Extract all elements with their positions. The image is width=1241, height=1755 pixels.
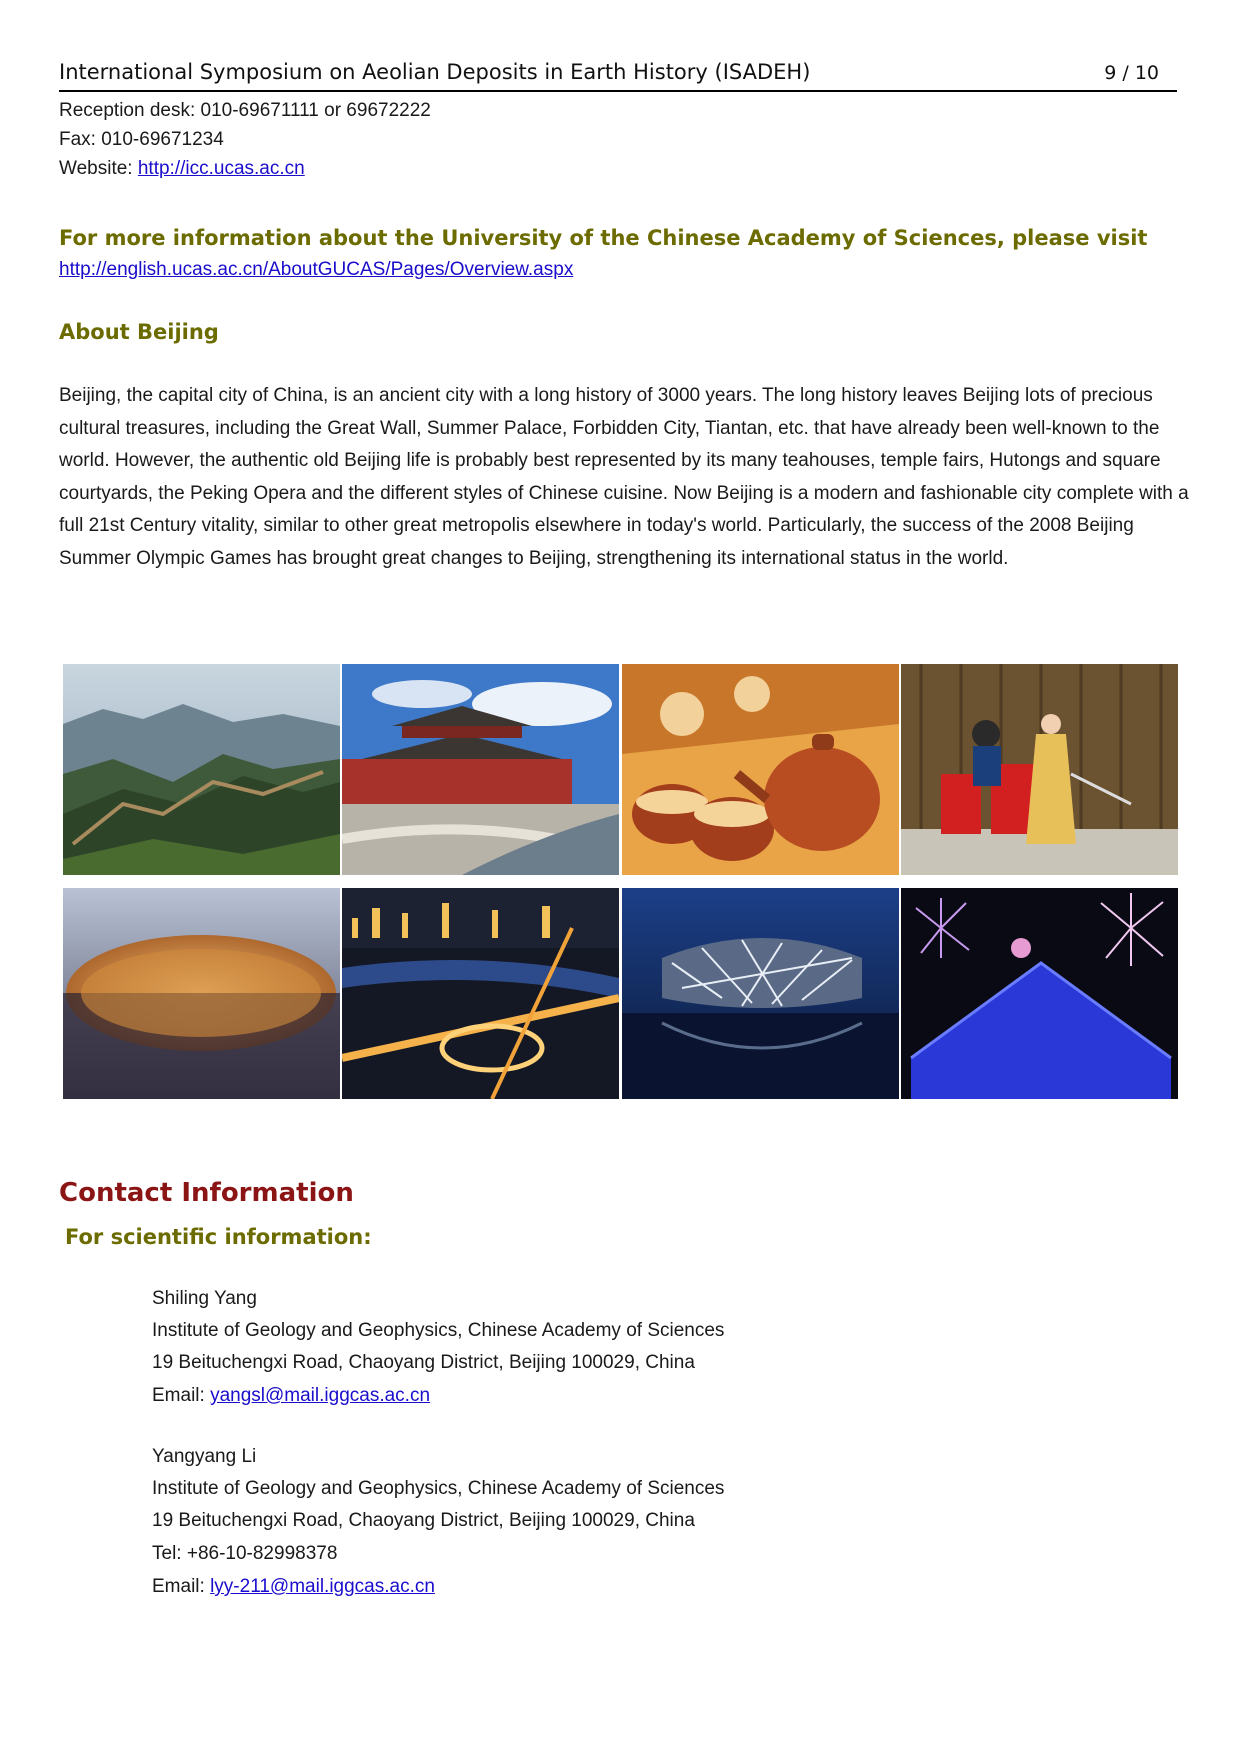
birds-nest-stadium-photo: [622, 888, 899, 1099]
beijing-paragraph: Beijing, the capital city of China, is an ancient city with a long history of 3000 years. The long history leaves Beijing lots of precious cultural treasures, including the Great Wall, Summer Palace, Forbidden City, Tiantan, etc. that have already been well-known to the world. However, the authentic old Beijing life is probably best represented by its many teahouses, temple fairs, Hutongs and square courtyards, the Peking Opera and the different styles of Chinese cuisine. Now Beijing is a modern and fashionable city complete with a full 21st Century vitality, similar to other great metropolis elsewhere in today's world. Particularly, the success of the 2008 Beijing Summer Olympic Games has brought great changes to Beijing, strengthening its international status in the world.: [59, 385, 1189, 569]
ucas-line: [59, 258, 573, 282]
email-link[interactable]: yangsl@mail.iggcas.ac.cn: [210, 1385, 431, 1406]
tea-set-photo: [622, 664, 899, 875]
person-email-line: [152, 1384, 430, 1408]
photo-grid: [63, 664, 1183, 1128]
person-tel: Tel: +86-10-82998378: [152, 1543, 338, 1564]
page-header: [59, 56, 1177, 92]
about-beijing-heading: About Beijing: [59, 320, 219, 344]
fax-number: Fax: 010-69671234: [59, 129, 224, 150]
peking-opera-photo: [901, 664, 1178, 875]
website-link[interactable]: http://icc.ucas.ac.cn: [137, 158, 305, 179]
national-grand-theatre-photo: [63, 888, 340, 1099]
reception-desk: Reception desk: 010-69671111 or 69672222: [59, 100, 431, 121]
contact-heading: Contact Information: [59, 1178, 354, 1208]
person-address: 19 Beituchengxi Road, Chaoyang District, Beijing 100029, China: [152, 1352, 695, 1373]
email-link[interactable]: lyy-211@mail.iggcas.ac.cn: [210, 1576, 435, 1597]
person-name: Yangyang Li: [152, 1446, 257, 1467]
person-institute: Institute of Geology and Geophysics, Chinese Academy of Sciences: [152, 1478, 725, 1499]
forbidden-city-photo: [342, 664, 619, 875]
person-email-line: [152, 1575, 435, 1599]
email-label: Email:: [152, 1576, 211, 1597]
email-label: Email:: [152, 1385, 211, 1406]
ucas-heading: For more information about the University of the Chinese Academy of Sciences, please visit: [59, 226, 1148, 250]
website-label: Website:: [59, 158, 138, 179]
ucas-link[interactable]: http://english.ucas.ac.cn/AboutGUCAS/Pages/Overview.aspx: [59, 259, 574, 280]
page-number: 9 / 10: [1104, 62, 1159, 84]
scientific-info-heading: For scientific information:: [65, 1225, 372, 1249]
person-address: 19 Beituchengxi Road, Chaoyang District, Beijing 100029, China: [152, 1510, 695, 1531]
person-institute: Institute of Geology and Geophysics, Chinese Academy of Sciences: [152, 1320, 725, 1341]
great-wall-photo: [63, 664, 340, 875]
header-title: International Symposium on Aeolian Deposits in Earth History (ISADEH): [59, 60, 811, 84]
website-line: [59, 157, 305, 181]
night-city-photo: [342, 888, 619, 1099]
person-name: Shiling Yang: [152, 1288, 257, 1309]
water-cube-fireworks-photo: [901, 888, 1178, 1099]
